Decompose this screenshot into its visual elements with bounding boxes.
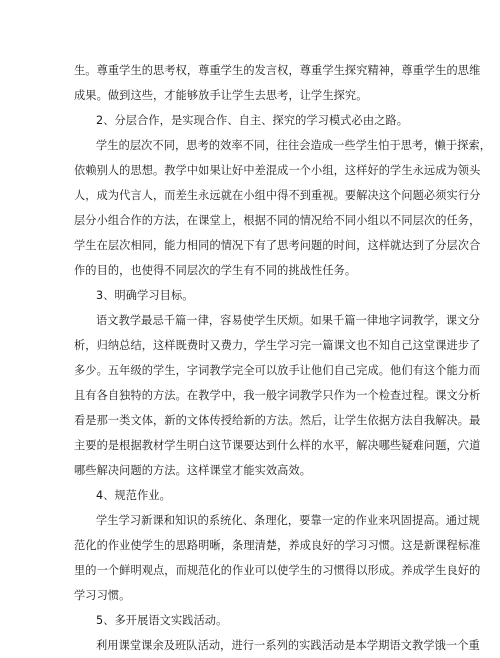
paragraph-first-line: 学生的层次不同，思考的效率不同，往往会造成一些学生怕于思考，懒于探索， xyxy=(96,139,492,152)
text-line: 多少。五年级的学生，字词教学完全可以放手让他们自己完成。他们有这个能力而 xyxy=(74,364,481,377)
text-line: 看是那一类文体，新的文体传授给新的方法。然后，让学生依据方法自我解决。最 xyxy=(74,414,481,427)
text-line: 学生在层次相同，能力相同的情况下有了思考问题的时间，这样就达到了分层次合 xyxy=(74,239,481,252)
paragraph-first-line: 学生学习新课和知识的系统化、条理化，要靠一定的作业来巩固提高。通过规 xyxy=(96,514,480,527)
text-line: 成果。做到这些，才能够放手让学生去思考，让学生探究。 xyxy=(74,89,368,102)
section-heading: 3、明确学习目标。 xyxy=(96,289,194,302)
text-line: 依赖别人的思想。教学中如果让好中差混成一个小组，这样好的学生永远成为领头 xyxy=(74,164,481,177)
text-line: 范化的作业使学生的思路明晰，条理清楚，养成良好的学习习惯。这是新课程标准 xyxy=(74,539,481,552)
text-line: 生。尊重学生的思考权，尊重学生的发言权，尊重学生探究精神，尊重学生的思维 xyxy=(74,64,481,77)
section-heading: 4、规范作业。 xyxy=(96,489,171,502)
text-line: 里的一个鲜明观点，而规范化的作业可以使学生的习惯得以形成。养成学生良好的 xyxy=(74,564,481,577)
text-line: 层分小组合作的方法，在课堂上，根据不同的情况给不同小组以不同层次的任务， xyxy=(74,214,481,227)
text-line: 析，归纳总结，这样既费时又费力，学生学习完一篇课文也不知自己这堂课进步了 xyxy=(74,339,481,352)
text-line: 主要的是根据教材学生明白这节课要达到什么样的水平，解决哪些疑难问题，穴道 xyxy=(74,439,481,452)
document-body xyxy=(74,58,492,658)
text-line: 哪些解决问题的方法。这样课堂才能实效高效。 xyxy=(74,464,312,477)
text-line: 且有各自独特的方法。在教学中，我一般字词教学只作为一个检查过程。课文分析 xyxy=(74,389,481,402)
text-line: 学习习惯。 xyxy=(74,589,131,602)
paragraph-first-line: 语文教学最忌千篇一律，容易使学生厌烦。如果千篇一律地字词教学，课文分 xyxy=(96,314,480,327)
section-heading: 2、分层合作，是实现合作、自主、探究的学习模式必由之路。 xyxy=(96,114,408,127)
text-line: 作的目的，也使得不同层次的学生有不同的挑战性任务。 xyxy=(74,264,357,277)
text-line: 人，成为代言人，而差生永远就在小组中得不到重视。要解决这个问题必须实行分 xyxy=(74,189,481,202)
paragraph-first-line: 利用课堂课余及班队活动，进行一系列的实践活动是本学期语文教学饿一个重 xyxy=(96,639,480,652)
section-heading: 5、多开展语文实践活动。 xyxy=(96,614,228,627)
